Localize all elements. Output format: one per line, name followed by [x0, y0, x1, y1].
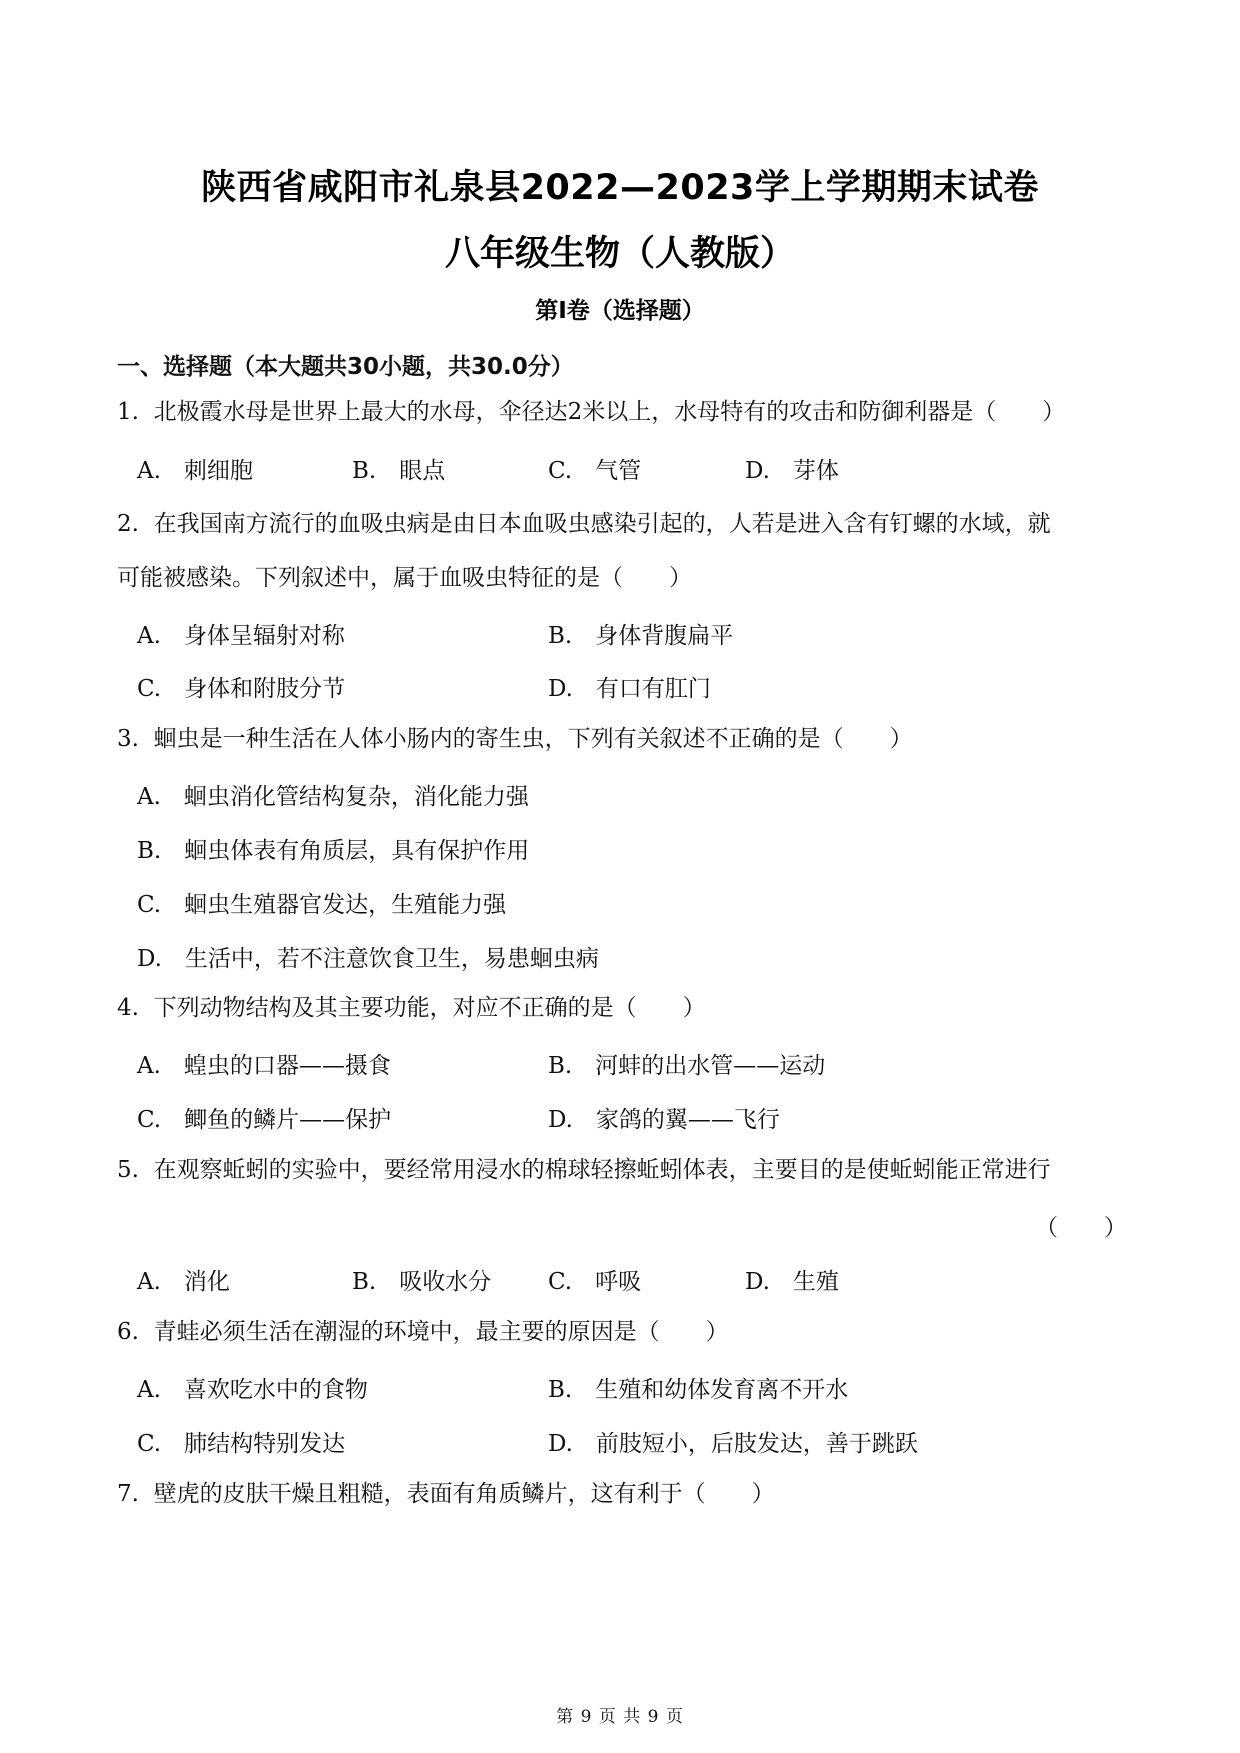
question-stem: 在观察蚯蚓的实验中，要经常用浸水的棉球轻擦蚯蚓体表，主要目的是使蚯蚓能正常进行 — [153, 1157, 1051, 1183]
question-number: 3. — [117, 726, 139, 752]
option-b: B. 吸收水分 — [352, 1269, 492, 1295]
option-c: C. 鲫鱼的鳞片——保护 — [137, 1107, 392, 1133]
question-number: 2. — [117, 511, 139, 537]
option-a: A. 刺细胞 — [137, 458, 253, 484]
question-7 — [117, 1479, 775, 1509]
question-stem: 蛔虫是一种生活在人体小肠内的寄生虫，下列有关叙述不正确的是（ ） — [153, 726, 913, 752]
option-d: D. 生活中，若不注意饮食卫生，易患蛔虫病 — [137, 946, 599, 972]
volume-heading: 第Ⅰ卷（选择题） — [535, 298, 705, 324]
option-d: D. 生殖 — [745, 1269, 839, 1295]
option-a: A. 身体呈辐射对称 — [137, 623, 345, 649]
option-d: D. 前肢短小，后肢发达，善于跳跃 — [548, 1431, 918, 1457]
question-stem: 北极霞水母是世界上最大的水母，伞径达2米以上，水母特有的攻击和防御利器是（ ） — [153, 399, 1066, 425]
question-stem: 青蛙必须生活在潮湿的环境中，最主要的原因是（ ） — [153, 1319, 729, 1345]
option-d: D. 家鸽的翼——飞行 — [548, 1107, 780, 1133]
question-2 — [117, 509, 1051, 539]
question-stem: 下列动物结构及其主要功能，对应不正确的是（ ） — [153, 995, 706, 1021]
question-stem: 壁虎的皮肤干燥且粗糙，表面有角质鳞片，这有利于（ ） — [153, 1481, 775, 1507]
question-6 — [117, 1317, 729, 1347]
option-b: B. 身体背腹扁平 — [548, 623, 734, 649]
option-c: C. 气管 — [548, 458, 642, 484]
option-c: C. 蛔虫生殖器官发达，生殖能力强 — [137, 892, 507, 918]
option-d: D. 有口有肛门 — [548, 676, 711, 702]
question-4 — [117, 993, 706, 1023]
question-stem-continued: 可能被感染。下列叙述中，属于血吸虫特征的是（ ） — [117, 565, 692, 591]
option-b: B. 眼点 — [352, 458, 446, 484]
question-number: 7. — [117, 1481, 139, 1507]
option-a: A. 蝗虫的口器——摄食 — [137, 1053, 391, 1079]
answer-parentheses: （ ） — [1035, 1215, 1127, 1241]
question-stem: 在我国南方流行的血吸虫病是由日本血吸虫感染引起的，人若是进入含有钉螺的水域，就 — [153, 511, 1051, 537]
option-d: D. 芽体 — [745, 458, 839, 484]
question-number: 4. — [117, 995, 139, 1021]
option-b: B. 蛔虫体表有角质层，具有保护作用 — [137, 838, 530, 864]
page-footer: 第 9 页 共 9 页 — [556, 1707, 684, 1727]
question-5 — [117, 1155, 1051, 1185]
exam-title: 陕西省咸阳市礼泉县2022—2023学上学期期末试卷 — [201, 168, 1039, 208]
question-3 — [117, 724, 913, 754]
option-a: A. 消化 — [137, 1269, 230, 1295]
option-b: B. 生殖和幼体发育离不开水 — [548, 1377, 849, 1403]
option-c: C. 肺结构特别发达 — [137, 1431, 346, 1457]
option-a: A. 蛔虫消化管结构复杂，消化能力强 — [137, 784, 529, 810]
question-number: 6. — [117, 1319, 139, 1345]
option-b: B. 河蚌的出水管——运动 — [548, 1053, 826, 1079]
question-1 — [117, 397, 1065, 427]
exam-subtitle: 八年级生物（人教版） — [444, 234, 795, 274]
option-c: C. 呼吸 — [548, 1269, 642, 1295]
question-number: 1. — [117, 399, 139, 425]
option-a: A. 喜欢吃水中的食物 — [137, 1377, 368, 1403]
section-heading: 一、选择题（本大题共30小题，共30.0分） — [117, 354, 574, 380]
option-c: C. 身体和附肢分节 — [137, 676, 346, 702]
question-number: 5. — [117, 1157, 139, 1183]
